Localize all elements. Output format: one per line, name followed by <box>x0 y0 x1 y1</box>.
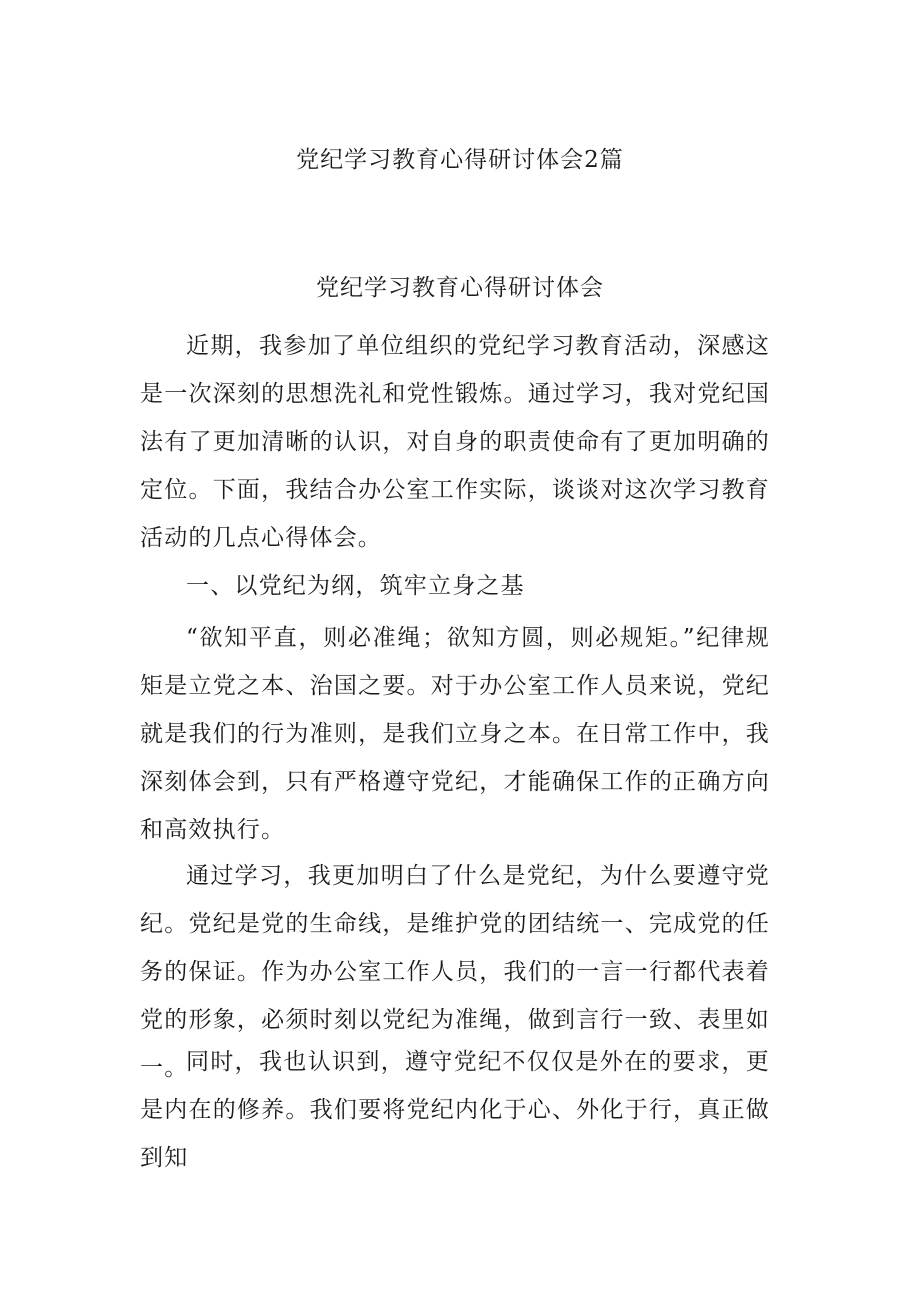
section-heading-1: 一、以党纪为纲，筑牢立身之基 <box>186 573 525 599</box>
paragraph-discipline: 通过学习，我更加明白了什么是党纪，为什么要遵守党纪。党纪是党的生命线，是维护党的团结统一、完成党的任务的保证。作为办公室工作人员，我们的一言一行都代表着党的形象，必须时刻以党纪为准绳，做到言行一致、表里如一。 <box>140 863 770 1081</box>
paragraph-intro: 近期，我参加了单位组织的党纪学习教育活动，深感这是一次深刻的思想洗礼和党性锻炼。通过学习，我对党纪国法有了更加清晰的认识，对自身的职责使命有了更加明确的定位。下面，我结合办公室工作实际，谈谈对这次学习教育活动的几点心得体会。 <box>140 333 770 551</box>
paragraph-quote: “欲知平直，则必准绳；欲知方圆，则必规矩。”纪律规矩是立党之本、治国之要。对于办公室工作人员来说，党纪就是我们的行为准则，是我们立身之本。在日常工作中，我深刻体会到，只有严格遵守党纪，才能确保工作的正确方向和高效执行。 <box>140 625 770 843</box>
document-title: 党纪学习教育心得研讨体会2篇 <box>296 147 624 173</box>
section-title: 党纪学习教育心得研讨体会 <box>316 275 604 301</box>
paragraph-cultivation: 同时，我也认识到，遵守党纪不仅仅是外在的要求，更是内在的修养。我们要将党纪内化于心、外化于行，真正做到知 <box>140 1049 770 1171</box>
